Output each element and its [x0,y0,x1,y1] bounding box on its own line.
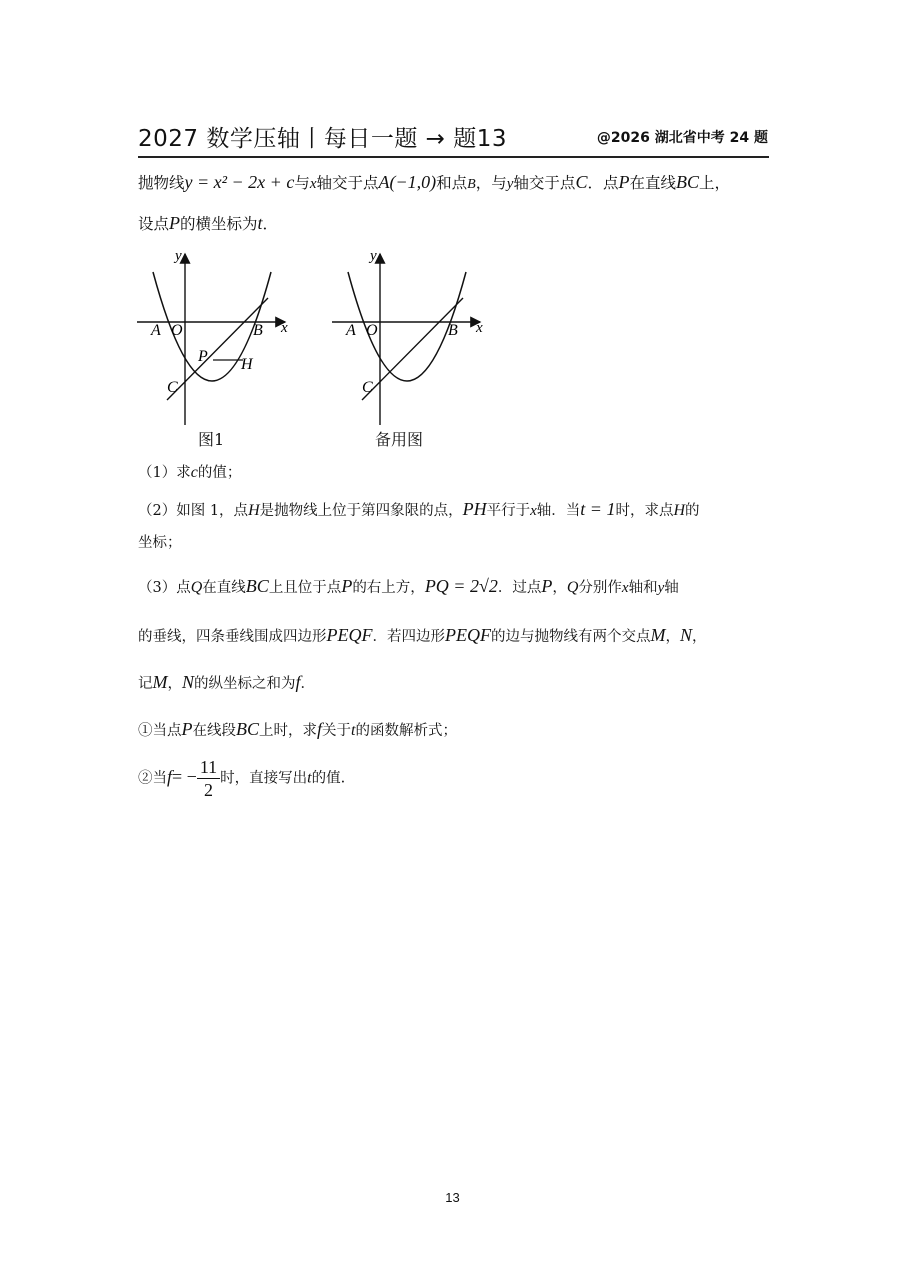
intro-line-2: 设点P的横坐标为t． [138,213,279,233]
question-2-line-2: 坐标； [138,535,182,551]
label-y: y [175,248,182,264]
label-a: A [151,322,161,339]
label-a: A [346,322,356,339]
label-b: B [448,322,458,339]
page-title: 2027 数学压轴丨每日一题 → 题13 [138,126,508,152]
question-1: （1）求c的值； [138,464,242,481]
label-x: x [476,320,483,336]
question-2-line-1: （2）如图 1，点H是抛物线上位于第四象限的点，PH平行于x轴．当t = 1时，求点H的 [138,499,700,519]
label-h: H [241,356,253,373]
figure-2-caption: 备用图 [375,430,424,449]
label-x: x [281,320,288,336]
fraction: $\frac{11}{2}$ [197,758,220,799]
label-c: C [167,379,178,396]
question-3-part-2: ②当f= − $\frac{11}{2}$ 时，直接写出t的值. [138,757,346,800]
figure-2-graph [330,240,495,425]
question-3-line-3: 记M，N的纵坐标之和为f． [138,672,316,692]
label-b: B [253,322,263,339]
question-3-line-2: 的垂线，四条垂线围成四边形PEQF．若四边形PEQF的边与抛物线有两个交点M，N， [138,625,707,645]
page-number: 13 [445,1190,460,1205]
label-p: P [198,348,208,365]
line-bc [362,298,463,400]
intro-line-1: 抛物线y = x² − 2x + c与x轴交于点A(−1,0)和点B，与y轴交于点C．点P在直线BC上， [138,172,731,192]
label-o: O [366,322,378,339]
figure-1-caption: 图1 [198,430,225,449]
source-label: @2026 湖北省中考 24 题 [596,130,768,146]
label-o: O [171,322,183,339]
header-divider [138,156,769,158]
question-3-part-1: ①当点P在线段BC上时，求f关于t的函数解析式； [138,719,457,739]
label-c: C [362,379,373,396]
line-bc [167,298,268,400]
question-3-line-1: （3）点Q在直线BC上且位于点P的右上方，PQ = 2√2．过点P，Q分别作x轴和y轴 [138,576,679,596]
figure-1-graph [135,240,300,425]
label-y: y [370,248,377,264]
